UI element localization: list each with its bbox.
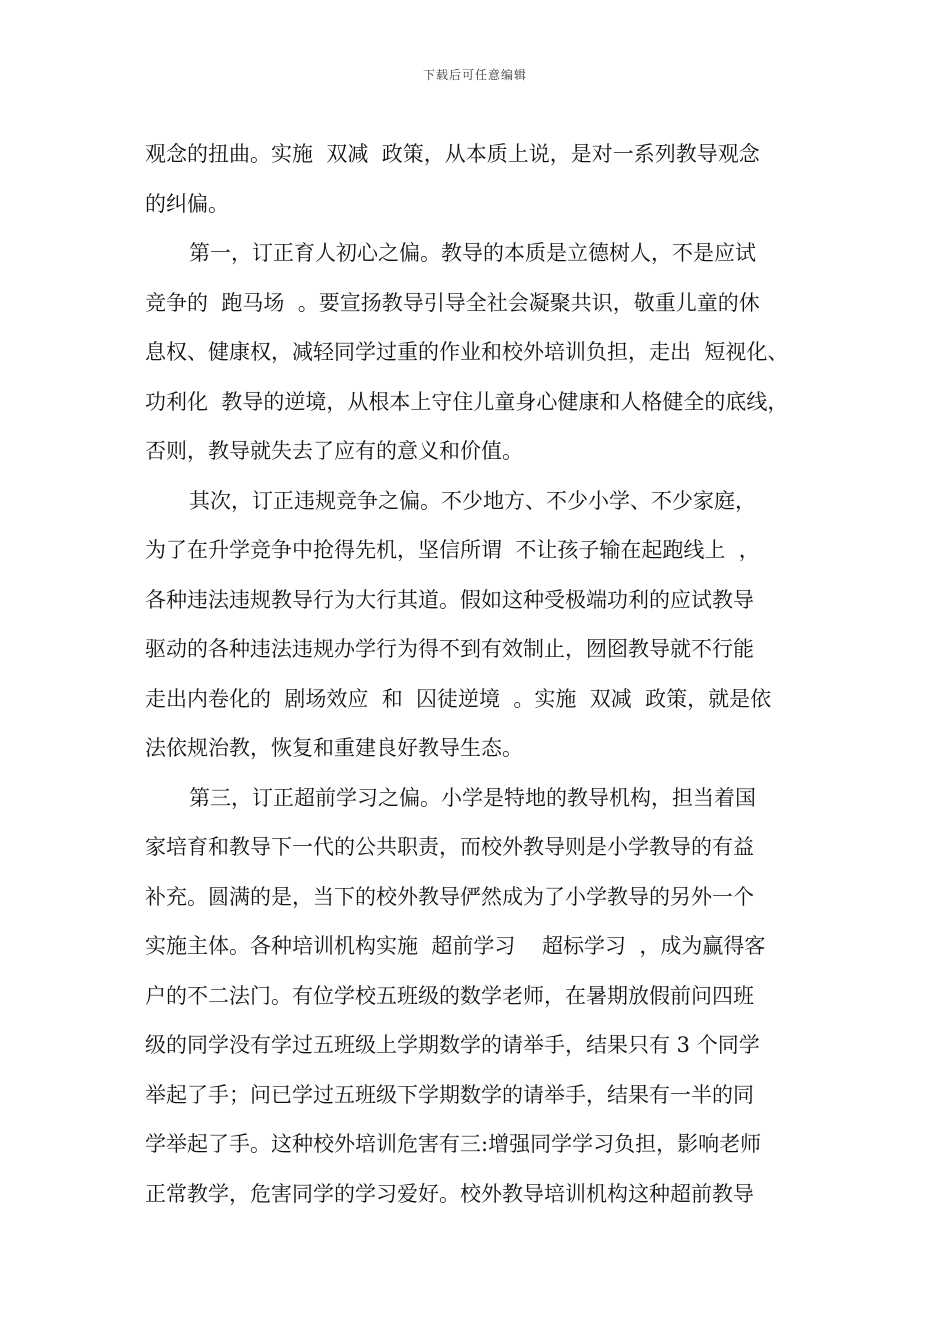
paragraph-start-line: 第三，订正超前学习之偏。小学是特地的教导机构，担当着国	[189, 785, 756, 810]
text-line: 法依规治教，恢复和重建良好教导生态。	[145, 736, 523, 760]
text-line: 学举起了手。这种校外培训危害有三:增强同学学习负担，影响老师	[145, 1132, 762, 1156]
text-line: 功利化 教导的逆境，从根本上守住儿童身心健康和人格健全的底线，	[145, 389, 789, 414]
text-line: 观念的扭曲。实施 双减 政策，从本质上说，是对一系列教导观念	[145, 142, 760, 166]
page-header: 下载后可任意编辑	[422, 68, 527, 82]
text-line: 驱动的各种违法违规办学行为得不到有效制止，囫囵教导就不行能	[145, 637, 754, 661]
text-line: 息权、健康权，减轻同学过重的作业和校外培训负担，走出 短视化、	[145, 340, 789, 364]
text-line: 举起了手；问已学过五班级下学期数学的请举手，结果有一半的同	[145, 1082, 754, 1107]
text-line: 户的不二法门。有位学校五班级的数学老师，在暑期放假前问四班	[145, 983, 754, 1008]
text-line: 正常教学，危害同学的学习爱好。校外教导培训机构这种超前教导	[145, 1181, 754, 1206]
text-line: 竞争的 跑马场 。要宣扬教导引导全社会凝聚共识，敬重儿童的休	[145, 290, 760, 315]
text-line: 补充。圆满的是，当下的校外教导俨然成为了小学教导的另外一个	[145, 884, 754, 909]
document-body	[145, 130, 815, 1219]
text-line: 的纠偏。	[145, 191, 229, 216]
text-line: 为了在升学竞争中抢得先机，坚信所谓 不让孩子输在起跑线上 ，	[145, 538, 760, 562]
paragraph-start-line: 第一，订正育人初心之偏。教导的本质是立德树人，不是应试	[189, 241, 756, 265]
paragraph-start-line: 其次，订正违规竞争之偏。不少地方、不少小学、不少家庭，	[189, 488, 756, 513]
text-line: 实施主体。各种培训机构实施 超前学习 超标学习 ，成为赢得客	[145, 934, 766, 958]
text-line: 各种违法违规教导行为大行其道。假如这种受极端功利的应试教导	[145, 587, 754, 612]
text-line: 否则，教导就失去了应有的意义和价值。	[145, 439, 523, 463]
text-line: 家培育和教导下一代的公共职责，而校外教导则是小学教导的有益	[145, 835, 754, 859]
text-line: 走出内卷化的 剧场效应 和 囚徒逆境 。实施 双减 政策，就是依	[145, 686, 772, 711]
text-line: 级的同学没有学过五班级上学期数学的请举手，结果只有 3 个同学	[145, 1033, 760, 1057]
